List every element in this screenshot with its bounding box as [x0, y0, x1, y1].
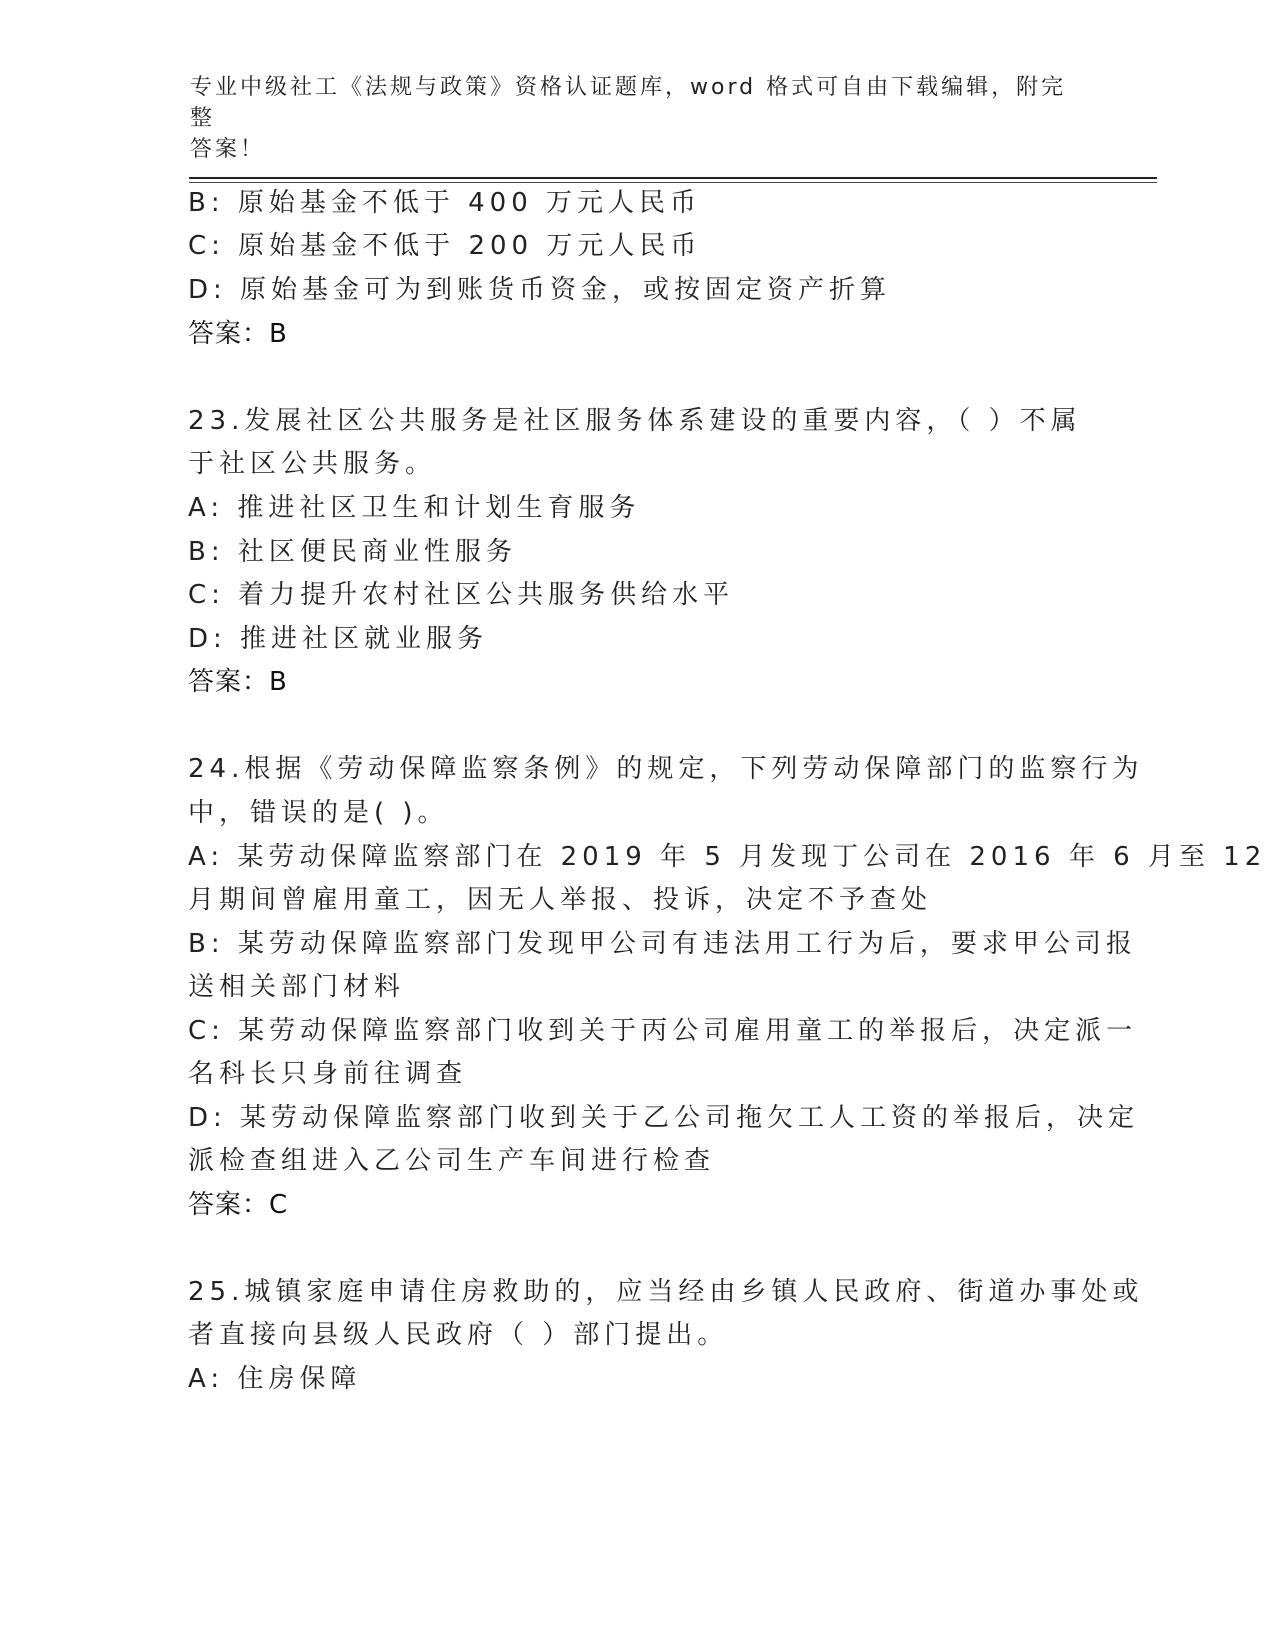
q23-answer: 答案：B [188, 667, 288, 697]
q23-option-b: B: 社区便民商业性服务 [188, 537, 517, 567]
header-line-1: 专业中级社工《法规与政策》资格认证题库，word 格式可自由下载编辑，附完整 [190, 75, 1067, 131]
q23-stem-line-1: 23.发展社区公共服务是社区服务体系建设的重要内容，（ ）不属 [188, 406, 1082, 436]
q24-option-c-line-1: C: 某劳动保障监察部门收到关于丙公司雇用童工的举报后，决定派一 [188, 1016, 1138, 1046]
q25-stem-line-2: 者直接向县级人民政府（ ）部门提出。 [188, 1320, 729, 1350]
q24-answer: 答案：C [188, 1190, 289, 1220]
header-rule-thick [189, 177, 1157, 179]
q23-option-d: D: 推进社区就业服务 [188, 624, 489, 654]
q24-option-a-line-1: A: 某劳动保障监察部门在 2019 年 5 月发现丁公司在 2016 年 6 月至 12 [188, 842, 1267, 872]
q23-option-a: A: 推进社区卫生和计划生育服务 [188, 493, 641, 523]
q23-stem-line-2: 于社区公共服务。 [188, 449, 437, 479]
q22-option-c: C: 原始基金不低于 200 万元人民币 [188, 231, 702, 261]
q24-option-d-line-1: D: 某劳动保障监察部门收到关于乙公司拖欠工人工资的举报后，决定 [188, 1103, 1140, 1133]
q24-option-b-line-1: B: 某劳动保障监察部门发现甲公司有违法用工行为后，要求甲公司报 [188, 929, 1137, 959]
page-header [190, 72, 1090, 165]
q25-stem-line-1: 25.城镇家庭申请住房救助的，应当经由乡镇人民政府、街道办事处或 [188, 1277, 1144, 1307]
q22-answer: 答案：B [188, 319, 288, 349]
q24-option-c-line-2: 名科长只身前往调查 [188, 1059, 468, 1089]
q24-stem-line-1: 24.根据《劳动保障监察条例》的规定，下列劳动保障部门的监察行为 [188, 754, 1144, 784]
q24-option-b-line-2: 送相关部门材料 [188, 972, 406, 1002]
q22-option-b: B: 原始基金不低于 400 万元人民币 [188, 188, 702, 218]
header-rule-thin [189, 182, 1157, 183]
q25-option-a: A: 住房保障 [188, 1364, 362, 1394]
q24-option-a-line-2: 月期间曾雇用童工，因无人举报、投诉，决定不予查处 [188, 885, 933, 915]
q22-option-d: D: 原始基金可为到账货币资金，或按固定资产折算 [188, 275, 892, 305]
header-line-2: 答案！ [190, 137, 266, 162]
q24-option-d-line-2: 派检查组进入乙公司生产车间进行检查 [188, 1146, 716, 1176]
q23-option-c: C: 着力提升农村社区公共服务供给水平 [188, 580, 735, 610]
q24-stem-line-2: 中，错误的是( )。 [188, 798, 449, 828]
